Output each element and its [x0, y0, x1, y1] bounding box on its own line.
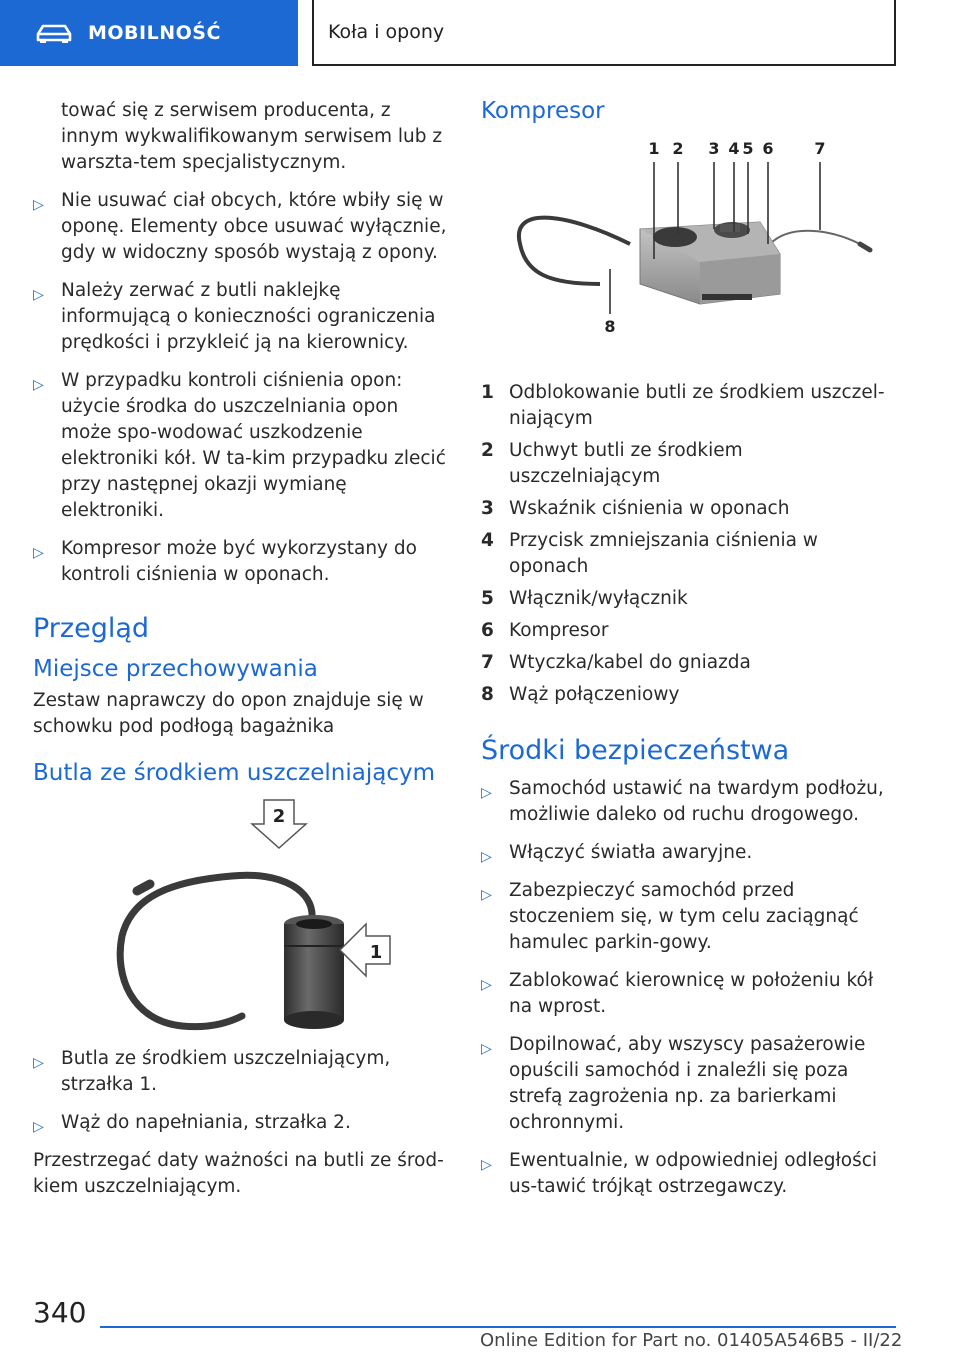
svg-text:4: 4 [728, 139, 740, 158]
safety-heading: Środki bezpieczeństwa [481, 735, 790, 766]
overview-heading: Przegląd [33, 613, 150, 644]
right-column [481, 98, 899, 1212]
triangle-bullet-icon: ▷ [481, 785, 492, 801]
triangle-bullet-icon: ▷ [33, 377, 44, 393]
list-item: 8 Wąż połączeniowy [481, 684, 680, 705]
list-item: ▷ Dopilnować, aby wszyscy pasażerowie opuścili samochód i znaleźli się poza strefą zagrożenia np. za barierkami ochronnymi. [481, 1034, 866, 1133]
intro-continuation: tować się z serwisem producenta, z innym wykwalifikowanym serwisem lub z warszta-tem specjalistycznym. [61, 100, 443, 173]
section-tab [0, 0, 298, 66]
svg-text:7: 7 [814, 139, 826, 158]
list-item: 3 Wskaźnik ciśnienia w oponach [481, 498, 790, 519]
triangle-bullet-icon: ▷ [33, 1119, 44, 1135]
list-item: 6 Kompresor [481, 620, 609, 641]
list-item: 1 Odblokowanie butli ze środkiem uszczel-niającym [481, 382, 885, 429]
list-item: ▷ Zablokować kierownicę w położeniu kół na wprost. [481, 970, 874, 1017]
list-item: 2 Uchwyt butli ze środkiem uszczelniającym [481, 440, 743, 487]
svg-text:6: 6 [762, 139, 774, 158]
triangle-bullet-icon: ▷ [33, 1055, 44, 1071]
list-item: 7 Wtyczka/kabel do gniazda [481, 652, 751, 673]
list-item: 4 Przycisk zmniejszania ciśnienia w oponach [481, 530, 818, 577]
list-item: ▷ Włączyć światła awaryjne. [481, 840, 899, 866]
svg-text:2: 2 [272, 806, 286, 827]
triangle-bullet-icon: ▷ [481, 887, 492, 903]
triangle-bullet-icon: ▷ [33, 287, 44, 303]
svg-text:8: 8 [604, 317, 616, 336]
svg-text:2: 2 [672, 139, 684, 158]
compressor-figure [490, 134, 890, 364]
list-item: ▷ Wąż do napełniania, strzałka 2. [33, 1110, 451, 1136]
list-item: ▷ Samochód ustawić na twardym podłożu, możliwie daleko od ruchu drogowego. [481, 778, 884, 825]
section-title: MOBILNOŚĆ [88, 22, 221, 44]
legend-list [481, 380, 899, 708]
triangle-bullet-icon: ▷ [33, 545, 44, 561]
chapter-title: Koła i opony [312, 0, 896, 66]
svg-text:3: 3 [708, 139, 720, 158]
edition-text: Online Edition for Part no. 01405A546B5 - II/22 [480, 1330, 903, 1351]
page-number: 340 [33, 1296, 87, 1329]
svg-text:5: 5 [742, 139, 754, 158]
triangle-bullet-icon: ▷ [481, 977, 492, 993]
footer-divider [100, 1326, 896, 1328]
triangle-bullet-icon: ▷ [481, 1157, 492, 1173]
svg-text:1: 1 [648, 139, 660, 158]
svg-text:1: 1 [369, 942, 383, 963]
list-item: 5 Włącznik/wyłącznik [481, 588, 688, 609]
storage-heading: Miejsce przechowywania [33, 656, 318, 682]
sealant-bottle-figure [92, 796, 392, 1036]
bottle-heading: Butla ze środkiem uszczelniającym [33, 760, 435, 786]
list-item: ▷ Butla ze środkiem uszczelniającym, strzałka 1. [33, 1048, 391, 1095]
list-item: ▷ Zabezpieczyć samochód przed stoczeniem się, w tym celu zaciągnąć hamulec parkin-gowy. [481, 880, 859, 953]
list-item: ▷ Ewentualnie, w odpowiedniej odległości us-tawić trójkąt ostrzegawczy. [481, 1150, 878, 1197]
expiry-note: Przestrzegać daty ważności na butli ze środ-kiem uszczelniającym. [33, 1150, 444, 1197]
compressor-heading: Kompresor [481, 98, 605, 124]
list-item: ▷ W przypadku kontroli ciśnienia opon: użycie środka do uszczelniania opon może spo-wodować uszkodzenie elektroniki kół. W ta-kim przypadku zlecić przy następnej okazji wymianę elektroniki. [33, 370, 446, 521]
storage-text: Zestaw naprawczy do opon znajduje się w schowku pod podłogą bagażnika [33, 690, 424, 737]
list-item: ▷ Kompresor może być wykorzystany do kontroli ciśnienia w oponach. [33, 538, 417, 585]
left-column [33, 98, 451, 1212]
list-item: ▷ Nie usuwać ciał obcych, które wbiły się w oponę. Elementy obce usuwać wyłącznie, gdy w widoczny sposób wystają z opony. [33, 190, 447, 263]
triangle-bullet-icon: ▷ [33, 197, 44, 213]
triangle-bullet-icon: ▷ [481, 849, 492, 865]
triangle-bullet-icon: ▷ [481, 1041, 492, 1057]
car-icon [34, 22, 74, 44]
list-item: ▷ Należy zerwać z butli naklejkę informującą o konieczności ograniczenia prędkości i przykleić ją na kierownicy. [33, 280, 436, 353]
